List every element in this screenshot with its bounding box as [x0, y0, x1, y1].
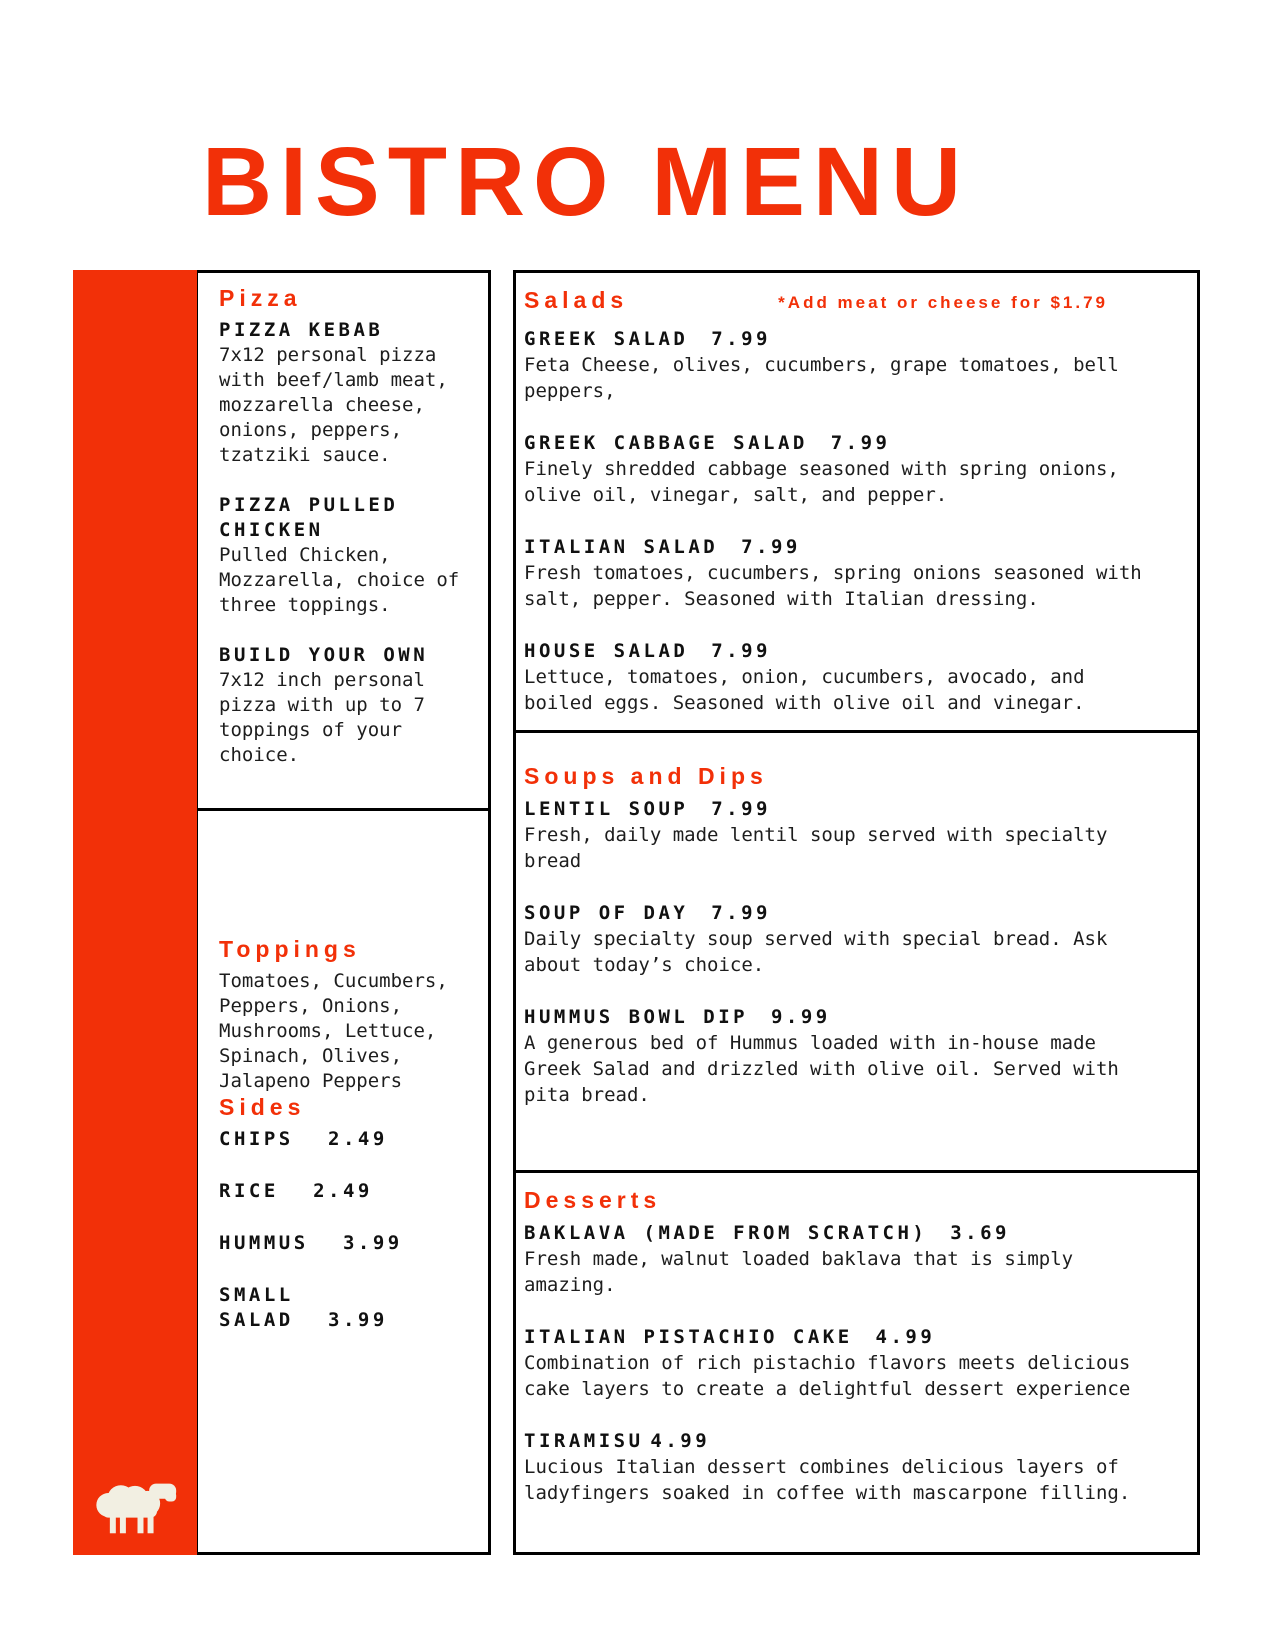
item-desc: A generous bed of Hummus loaded with in-house made Greek Salad and drizzled with olive oil. Served with pita bread.	[524, 1032, 1119, 1106]
item-price: 7.99	[711, 798, 771, 820]
item-desc: Pulled Chicken, Mozzarella, choice of three toppings.	[219, 544, 460, 616]
item-desc: Feta Cheese, olives, cucumbers, grape tomatoes, bell peppers,	[524, 354, 1119, 402]
item-desc: Daily specialty soup served with special bread. Ask about today’s choice.	[524, 928, 1108, 976]
toppings-sides-section	[195, 808, 491, 1555]
item-name: BAKLAVA (MADE FROM SCRATCH)	[524, 1222, 928, 1244]
item-name: HUMMUS BOWL DIP	[524, 1006, 749, 1028]
soups-dips-section	[513, 730, 1200, 1173]
item-desc: Lucious Italian dessert combines delicious layers of ladyfingers soaked in coffee with mascarpone filling.	[524, 1456, 1131, 1504]
item-desc: Fresh tomatoes, cucumbers, spring onions seasoned with salt, pepper. Seasoned with Italian dressing.	[524, 562, 1142, 610]
item-name: CHIPS	[219, 1128, 294, 1150]
menu-item-greek-salad	[524, 326, 1183, 404]
item-desc: Fresh made, walnut loaded baklava that is simply amazing.	[524, 1248, 1074, 1296]
sides-heading: Sides	[219, 1094, 306, 1120]
item-desc: 7x12 personal pizza with beef/lamb meat, mozzarella cheese, onions, peppers, tzatziki sauce.	[219, 344, 448, 466]
menu-item-build-your-own	[219, 643, 476, 768]
item-price: 3.99	[342, 1232, 403, 1254]
menu-item-hummus-bowl-dip	[524, 1004, 1183, 1108]
item-name: BUILD YOUR OWN	[219, 644, 429, 666]
item-price: 3.99	[328, 1309, 388, 1331]
accent-sidebar	[73, 270, 197, 1555]
pizza-section	[195, 270, 491, 811]
item-desc: Finely shredded cabbage seasoned with spring onions, olive oil, vinegar, salt, and pepper.	[524, 458, 1119, 506]
menu-item-lentil-soup	[524, 796, 1183, 874]
salads-section	[513, 270, 1200, 733]
menu-item-italian-salad	[524, 534, 1183, 612]
menu-item-greek-cabbage-salad	[524, 430, 1183, 508]
item-name: SOUP OF DAY	[524, 902, 689, 924]
pizza-heading: Pizza	[219, 285, 302, 311]
item-name: GREEK SALAD	[524, 328, 689, 350]
menu-item-rice	[219, 1179, 476, 1204]
toppings-list: Tomatoes, Cucumbers, Peppers, Onions, Mushrooms, Lettuce, Spinach, Olives, Jalapeno Peppers	[219, 970, 448, 1092]
item-desc: 7x12 inch personal pizza with up to 7 toppings of your choice.	[219, 669, 425, 766]
item-desc: Fresh, daily made lentil soup served with specialty bread	[524, 824, 1108, 872]
item-desc: Combination of rich pistachio flavors meets delicious cake layers to create a delightful dessert experience	[524, 1352, 1131, 1400]
item-name: PIZZA KEBAB	[219, 319, 384, 341]
menu-item-house-salad	[524, 638, 1183, 716]
menu-item-hummus	[219, 1231, 476, 1256]
item-price: 7.99	[711, 328, 771, 350]
item-name: ITALIAN SALAD	[524, 536, 719, 558]
salads-addon-note: *Add meat or cheese for $1.79	[778, 293, 1108, 312]
menu-item-small-salad	[219, 1283, 476, 1333]
item-price: 2.49	[328, 1128, 388, 1150]
menu-item-pizza-pulled-chicken	[219, 493, 476, 618]
salads-header-row	[524, 287, 1108, 320]
desserts-section	[513, 1170, 1200, 1555]
item-price: 9.99	[770, 1006, 831, 1028]
menu-item-soup-of-day	[524, 900, 1183, 978]
item-price: 2.49	[313, 1180, 373, 1202]
item-name: SMALL SALAD	[219, 1284, 294, 1331]
item-price: 7.99	[711, 640, 771, 662]
item-name: ITALIAN PISTACHIO CAKE	[524, 1326, 853, 1348]
menu-item-tiramisu	[524, 1428, 1183, 1506]
item-name: LENTIL SOUP	[524, 798, 689, 820]
item-name: HOUSE SALAD	[524, 640, 689, 662]
page-title: BISTRO MENU	[202, 127, 969, 236]
toppings-heading: Toppings	[219, 936, 361, 962]
item-price: 3.69	[950, 1222, 1010, 1244]
item-price: 4.99	[650, 1430, 711, 1452]
item-price: 7.99	[830, 432, 891, 454]
menu-item-pizza-kebab	[219, 318, 476, 468]
item-name: GREEK CABBAGE SALAD	[524, 432, 808, 454]
menu-item-italian-pistachio-cake	[524, 1324, 1183, 1402]
menu-item-chips	[219, 1127, 476, 1152]
menu-item-baklava	[524, 1220, 1183, 1298]
item-desc: Lettuce, tomatoes, onion, cucumbers, avocado, and boiled eggs. Seasoned with olive oil and vinegar.	[524, 666, 1085, 714]
item-price: 4.99	[875, 1326, 936, 1348]
item-name: HUMMUS	[219, 1232, 309, 1254]
item-name: RICE	[219, 1180, 279, 1202]
item-name: TIRAMISU	[524, 1430, 644, 1452]
salads-heading: Salads	[524, 287, 629, 313]
item-price: 7.99	[741, 536, 801, 558]
soups-heading: Soups and Dips	[524, 763, 768, 789]
item-name: PIZZA PULLED CHICKEN	[219, 494, 399, 541]
item-price: 7.99	[711, 902, 771, 924]
sheep-icon	[91, 1473, 179, 1537]
desserts-heading: Desserts	[524, 1187, 662, 1213]
